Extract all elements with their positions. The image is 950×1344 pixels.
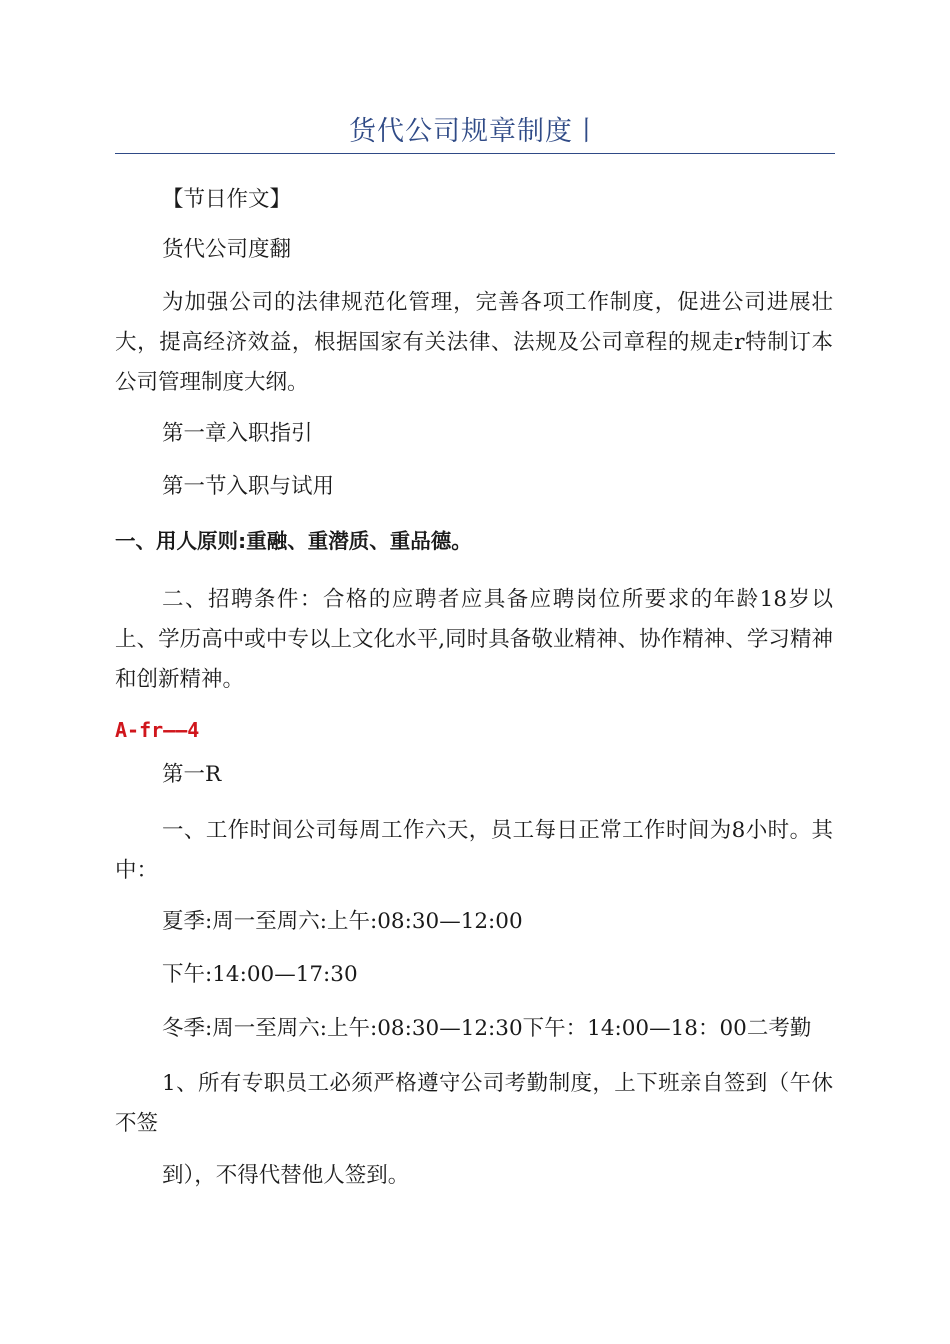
- chapter-heading: 第一章入职指引: [162, 421, 313, 446]
- recruitment-conditions: 二、招聘条件：合格的应聘者应具备应聘岗位所要求的年龄18岁以上、学历高中或中专以上文化水平,同时具备敬业精神、协作精神、学习精神和创新精神。: [115, 587, 833, 692]
- summer-schedule: 夏季:周一至周六:上午:08:30—12:00: [162, 909, 523, 934]
- section-label: 第一R: [162, 762, 222, 787]
- hiring-principle: 一、用人原则:重融、重潜质、重品德。: [115, 529, 472, 553]
- section-heading: 第一节入职与试用: [162, 474, 335, 499]
- red-section-heading: A-fr——4: [115, 718, 200, 742]
- title-underline: [115, 153, 835, 154]
- paragraph-holiday-essay: 【节日作文】: [162, 187, 292, 212]
- attendance-rule-1-cont: 到），不得代替他人签到。: [162, 1163, 410, 1188]
- working-hours: 一、工作时间公司每周工作六天，员工每日正常工作时间为8小时。其中：: [115, 818, 833, 883]
- attendance-rule-1: 1、所有专职员工必须严格遵守公司考勤制度，上下班亲自签到（午休不签: [115, 1071, 833, 1136]
- paragraph-intro: 为加强公司的法律规范化管理，完善各项工作制度，促进公司进展壮大，提高经济效益，根据国家有关法律、法规及公司章程的规走r特制订本公司管理制度大纲。: [115, 290, 833, 395]
- document-title: 货代公司规章制度丨: [349, 116, 601, 147]
- afternoon-schedule: 下午:14:00—17:30: [162, 962, 358, 987]
- paragraph-subtitle: 货代公司度翻: [162, 237, 292, 262]
- winter-schedule: 冬季:周一至周六:上午:08:30—12:30下午：14:00—18：00二考勤: [162, 1016, 812, 1041]
